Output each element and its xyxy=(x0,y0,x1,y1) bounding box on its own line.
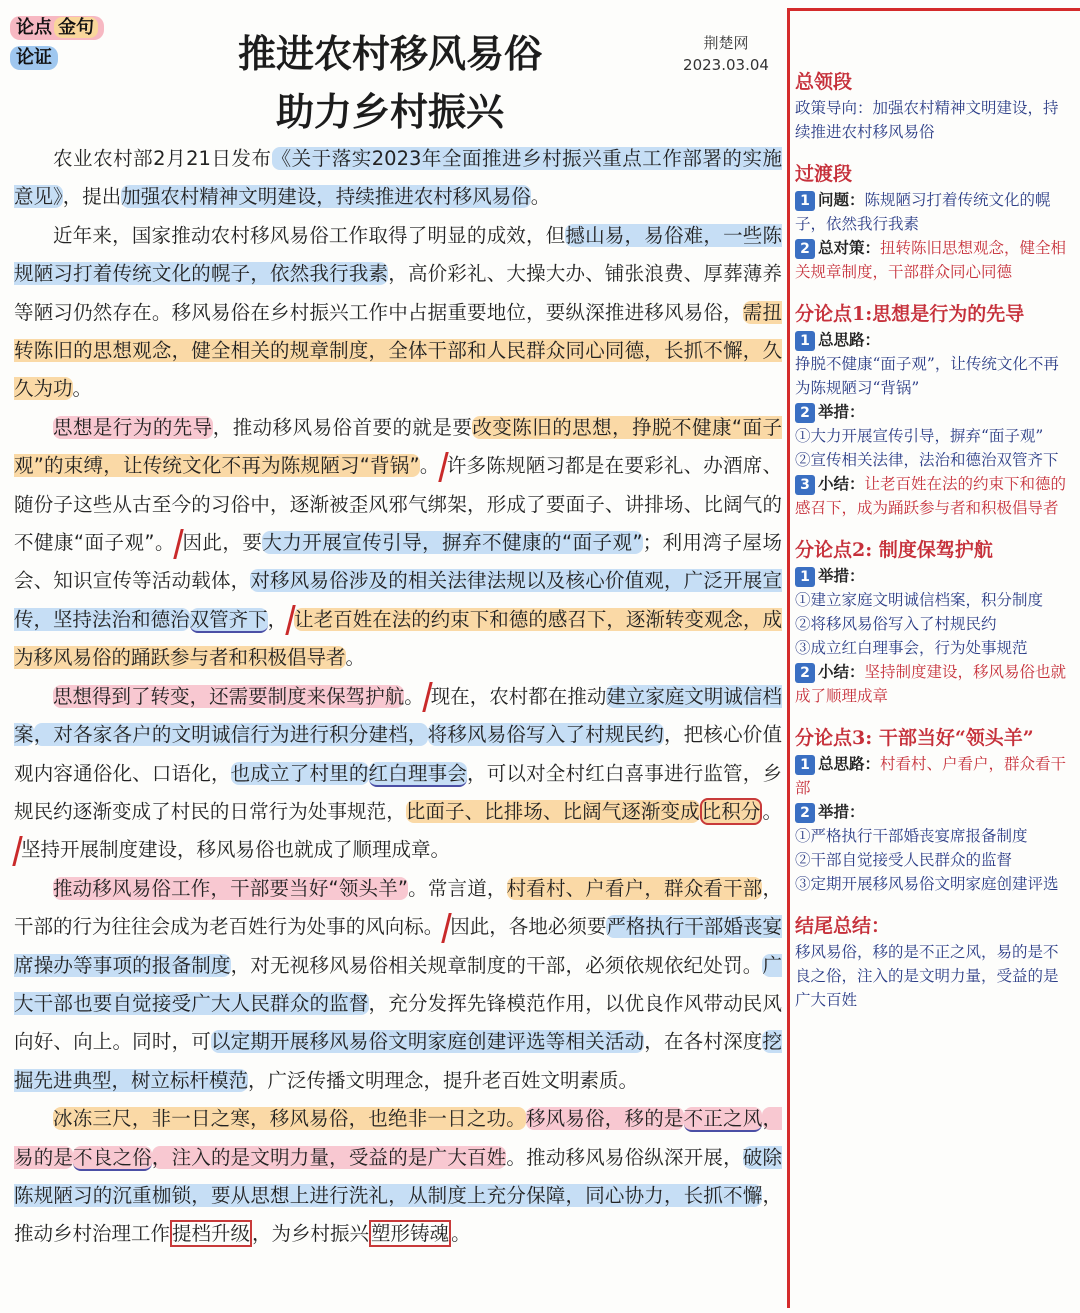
note-content: 村看村、户看户，群众看干部 xyxy=(795,755,1067,797)
note-content: 坚持制度建设，移风易俗也就成了顺理成章 xyxy=(795,663,1067,705)
text-run: 。 xyxy=(404,684,424,708)
argument-2-highlight: 思想得到了转变，还需要制度来保驾护航 xyxy=(53,684,405,708)
legend-argument-label: 论点 xyxy=(16,17,52,38)
note-text: ①建立家庭文明诚信档案，积分制度 xyxy=(795,591,1044,609)
measure-highlight: 也成立了村里的 xyxy=(230,761,369,785)
argument-3-highlight: 推动移风易俗工作，干部要当好“领头羊” xyxy=(53,876,408,900)
source-name: 荆楚网 xyxy=(703,34,749,52)
boxed-phrase: 比积分 xyxy=(701,799,761,823)
measure-highlight: 挖掘先进典型，树立标杆模范 xyxy=(14,1030,782,1092)
text-run: ，把核心价值观内容通俗化、口语化， xyxy=(14,723,782,785)
note-text: ②干部自觉接受人民群众的监督 xyxy=(795,851,1013,869)
measure-highlight: 广大干部也要自觉接受广大人民群众的监督 xyxy=(14,953,782,1015)
note-text xyxy=(795,188,1073,236)
note-label: 举措： xyxy=(818,802,865,821)
number-badge-icon: 1 xyxy=(795,331,815,351)
golden-phrase-highlight: 比面子、比排场、比阔气逐渐变成 xyxy=(405,799,700,823)
note-label: 总思路： xyxy=(818,754,881,773)
measure-highlight: 将移风易俗写入了村规民约 xyxy=(427,723,664,747)
text-run: ，推动乡村治理工作 xyxy=(14,1183,782,1246)
note-section-title: 总领段 xyxy=(795,71,853,93)
note-text: ①严格执行干部婚丧宴席报备制度 xyxy=(795,827,1028,845)
text-run: 。推动移风易俗纵深开展， xyxy=(506,1145,743,1169)
note-label: 小结： xyxy=(818,662,865,681)
note-text: ③成立红白理事会，行为处事规范 xyxy=(795,639,1028,657)
text-run: 农业农村部2月21日发布 xyxy=(53,147,272,170)
paragraph-1 xyxy=(14,140,782,217)
note-text: ②将移风易俗写入了村规民约 xyxy=(795,615,997,633)
text-run: ，推动移风易俗首要的就是要 xyxy=(212,415,473,439)
note-text xyxy=(795,800,1073,824)
measure-highlight: 大力开展宣传引导，摒弃不健康的“面子观” xyxy=(262,531,643,555)
note-text: 挣脱不健康“面子观”，让传统文化不再为陈规陋习“背锅” xyxy=(795,355,1059,397)
underlined-phrase: 不正之风 xyxy=(683,1107,763,1131)
analysis-notes xyxy=(795,68,1073,1012)
paragraph-6 xyxy=(14,1100,782,1254)
number-badge-icon: 2 xyxy=(795,663,815,683)
text-run: ，为乡村振兴 xyxy=(252,1222,370,1246)
note-text: ③定期开展移风易俗文明家庭创建评选 xyxy=(795,875,1059,893)
note-section-title: 分论点2: 制度保驾护航 xyxy=(795,539,993,561)
text-run: 。 xyxy=(451,1222,471,1246)
text-run: 。常言道， xyxy=(407,876,507,900)
note-text xyxy=(795,564,1073,588)
paragraph-3 xyxy=(14,409,782,678)
measure-highlight: 破除陈规陋习的沉重枷锁，要从思想上进行洗礼，从制度上充分保障，同心协力，长抓不懈 xyxy=(14,1145,782,1207)
note-content: 让老百姓在法的约束下和德的感召下，成为踊跃参与者和积极倡导者 xyxy=(795,475,1067,517)
text-run: 。 xyxy=(72,377,93,401)
note-label: 总对策： xyxy=(818,238,881,257)
note-section-title: 过渡段 xyxy=(795,163,853,185)
note-label: 政策导向： xyxy=(795,99,873,117)
text-run: ，提出 xyxy=(62,185,122,209)
legend-argument-tag xyxy=(10,16,104,40)
note-text: 移风易俗，移的是不正之风，易的是不良之俗，注入的是文明力量，受益的是广大百姓 xyxy=(795,943,1059,1009)
note-label: 小结： xyxy=(818,474,865,493)
policy-goal-highlight: 加强农村精神文明建设，持续推进农村移风易俗 xyxy=(121,185,531,209)
note-text xyxy=(795,660,1073,708)
text-run: ，干部的行为往往会成为老百姓行为处事的风向标。 xyxy=(14,876,782,939)
text-run: 。 xyxy=(762,799,782,823)
golden-phrase-highlight: 村看村、户看户，群众看干部 xyxy=(506,876,763,900)
number-badge-icon: 3 xyxy=(795,475,815,495)
measure-highlight: 以定期开展移风易俗文明家庭创建评选等相关活动 xyxy=(210,1030,645,1054)
summary-highlight: 让老百姓在法的约束下和德的感召下，逐渐转变观念，成为移风易俗的踊跃参与者和积极倡导者 xyxy=(14,607,782,670)
vertical-divider xyxy=(787,8,790,1308)
note-section-title: 分论点3: 干部当好“领头羊” xyxy=(795,727,1034,749)
note-label: 问题： xyxy=(818,190,865,209)
article-title-line1: 推进农村移风易俗 xyxy=(237,32,542,76)
problem-highlight: 撼山易，易俗难，一些陈规陋习打着传统文化的幌子，依然我行我素 xyxy=(14,223,782,286)
boxed-phrase: 提档升级 xyxy=(172,1222,251,1246)
measure-highlight: ，对各家各户的文明诚信行为进行积分建档， xyxy=(33,723,428,747)
note-content: 加强农村精神文明建设，持续推进农村移风易俗 xyxy=(795,99,1059,141)
policy-document-highlight: 《关于落实2023年全面推进乡村振兴重点工作部署的实施意见》 xyxy=(14,147,782,209)
article-body xyxy=(14,140,782,1254)
number-badge-icon: 2 xyxy=(795,239,815,259)
paragraph-4 xyxy=(14,678,782,870)
paragraph-2 xyxy=(14,217,782,409)
text-run: ，充分发挥先锋模范作用，以优良作风带动民风向好、向上。同时，可 xyxy=(14,991,782,1054)
note-content: 陈规陋习打着传统文化的幌子，依然我行我素 xyxy=(795,191,1051,233)
boxed-phrase: 塑形铸魂 xyxy=(371,1222,450,1246)
note-section-title: 结尾总结： xyxy=(795,915,891,937)
golden-phrase-highlight: 冰冻三尺，非一日之寒，移风易俗，也绝非一日之功。 xyxy=(53,1107,526,1131)
number-badge-icon: 1 xyxy=(795,755,815,775)
number-badge-icon: 2 xyxy=(795,403,815,423)
text-run: 近年来，国家推动农村移风易俗工作取得了明显的成效，但 xyxy=(53,223,566,247)
note-text: ①大力开展宣传引导，摒弃“面子观” xyxy=(795,427,1044,445)
article-title-line2: 助力乡村振兴 xyxy=(275,90,504,134)
underlined-phrase: 红白理事会 xyxy=(368,761,468,785)
text-run: 。 xyxy=(419,454,440,478)
note-text xyxy=(795,236,1073,284)
measure-highlight: 建立家庭文明诚信档案 xyxy=(14,684,782,747)
note-text xyxy=(795,752,1073,800)
text-run: ，高价彩礼、大操大办、铺张浪费、厚葬薄养等陋习仍然存在。移风易俗在乡村振兴工作中占据重要地位，要纵深推进移风易俗， xyxy=(14,262,782,324)
paragraph-5 xyxy=(14,870,782,1100)
text-run: 许多陈规陋习都是在要彩礼、办酒席、随份子这些从古至今的习俗中，逐渐被歪风邪气绑架，形成了要面子、讲排场、比阔气的不健康“面子观”。 xyxy=(14,454,782,555)
text-run: 因此，各地必须要 xyxy=(450,915,607,939)
idea-highlight: 改变陈旧的思想，挣脱不健康“面子观”的束缚，让传统文化不再为陈规陋习“背锅” xyxy=(14,415,782,478)
countermeasure-highlight: 需扭转陈旧的思想观念，健全相关的规章制度，全体干部和人民群众同心同德，长抓不懈，久久为功 xyxy=(14,300,782,401)
top-rule xyxy=(787,8,1080,11)
argument-1-highlight: 思想是行为的先导 xyxy=(53,415,213,439)
text-run: ，对无视移风易俗相关规章制度的干部，必须依规依纪处罚。 xyxy=(230,953,763,977)
measure-highlight: 对移风易俗涉及的相关法律法规以及核心价值观，广泛开展宣传，坚持法治和德治 xyxy=(14,569,782,631)
text-run: 坚持开展制度建设，移风易俗也就成了顺理成章 xyxy=(21,838,431,862)
text-run: 。 xyxy=(530,185,551,209)
text-run: 。 xyxy=(345,646,366,670)
text-run: ， xyxy=(267,607,288,631)
conclusion-highlight: ，易的是 xyxy=(14,1107,782,1169)
number-badge-icon: 1 xyxy=(795,191,815,211)
conclusion-highlight: ，注入的是文明力量，受益的是广大百姓 xyxy=(151,1145,507,1169)
text-run: 。 xyxy=(430,838,451,862)
note-text xyxy=(795,96,1073,144)
source-date: 2023.03.04 xyxy=(683,56,769,74)
text-run: 现在，农村都在推动 xyxy=(430,684,607,708)
text-run: ，可以对全村红白喜事进行监管，乡规民约逐渐变成了村民的日常行为处事规范， xyxy=(14,761,782,823)
conclusion-highlight: 移风易俗，移的是 xyxy=(525,1107,684,1131)
note-label: 举措： xyxy=(818,566,865,585)
number-badge-icon: 1 xyxy=(795,567,815,587)
note-label: 举措： xyxy=(818,402,865,421)
note-label: 总思路： xyxy=(818,330,881,349)
note-text xyxy=(795,328,1073,352)
measure-highlight: 严格执行干部婚丧宴席操办等事项的报备制度 xyxy=(14,915,782,977)
number-badge-icon: 2 xyxy=(795,803,815,823)
text-run: 因此，要 xyxy=(181,531,263,555)
note-text xyxy=(795,472,1073,520)
text-run: ，广泛传播文明理念，提升老百姓文明素质。 xyxy=(248,1068,639,1092)
note-section-title: 分论点1:思想是行为的先导 xyxy=(795,303,1025,325)
text-run: ；利用湾子屋场会、知识宣传等活动载体， xyxy=(14,531,782,593)
underlined-phrase: 不良之俗 xyxy=(73,1145,152,1169)
legend-golden-sentence-label: 金句 xyxy=(54,17,98,38)
legend-reasoning-tag: 论证 xyxy=(10,46,58,70)
text-run: ，在各村深度 xyxy=(644,1030,763,1054)
note-text xyxy=(795,400,1073,424)
note-content: 扭转陈旧思想观念，健全相关规章制度，干部群众同心同德 xyxy=(795,239,1067,281)
underlined-phrase: 双管齐下 xyxy=(189,607,268,631)
note-text: ②宣传相关法律，法治和德治双管齐下 xyxy=(795,451,1059,469)
